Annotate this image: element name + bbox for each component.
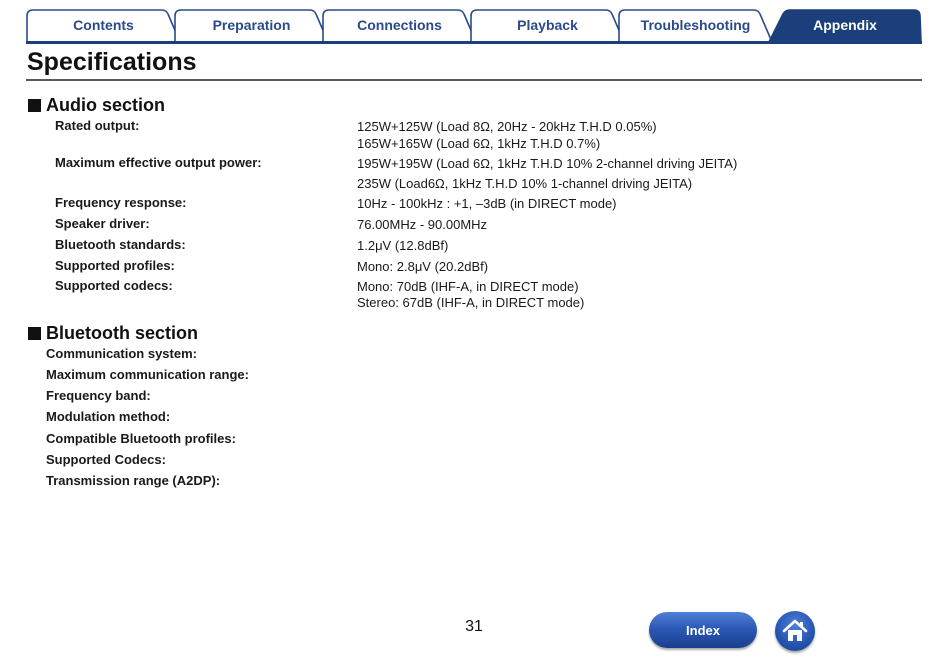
index-button[interactable] [649,612,757,648]
spec-value: 10Hz - 100kHz : +1, –3dB (in DIRECT mode) [357,196,617,211]
tab-label-appendix: Appendix [813,17,877,33]
spec-value: 235W (Load6Ω, 1kHz T.H.D 10% 1-channel driving JEITA) [357,176,693,191]
home-icon [782,618,808,644]
tab-label-connections: Connections [357,17,442,33]
page-title: Specifications [27,48,197,76]
tab-label-contents: Contents [73,17,134,33]
spec-value: 195W+195W (Load 6Ω, 1kHz T.H.D 10% 2-channel driving JEITA) [357,156,738,171]
tab-troubleshooting[interactable] [618,8,773,42]
bt-label-frequency-band: Frequency band: [46,388,151,403]
spec-value: 125W+125W (Load 8Ω, 20Hz - 20kHz T.H.D 0.05%) [357,119,657,134]
bt-label-profiles: Compatible Bluetooth profiles: [46,431,236,446]
audio-section-title: Audio section [46,95,166,115]
tab-underline [26,41,922,44]
bt-label-transmission-range: Transmission range (A2DP): [46,473,221,488]
index-button-label: Index [686,623,720,638]
tab-label-troubleshooting: Troubleshooting [640,17,751,33]
spec-label-bluetooth-standards: Bluetooth standards: [55,237,186,252]
spec-value: 165W+165W (Load 6Ω, 1kHz T.H.D 0.7%) [357,136,601,151]
bluetooth-section-heading [28,323,198,344]
spec-value: Mono: 2.8μV (20.2dBf) [357,259,489,274]
tab-connections[interactable] [322,8,477,42]
tab-bar [26,8,922,44]
tab-playback[interactable] [470,8,625,42]
bt-label-modulation: Modulation method: [46,409,171,424]
spec-label-max-output-power: Maximum effective output power: [55,155,262,170]
square-bullet-icon [28,99,41,112]
spec-value: Stereo: 67dB (IHF-A, in DIRECT mode) [357,295,585,310]
audio-section-heading [28,95,165,116]
spec-label-speaker-driver: Speaker driver: [55,216,150,231]
tab-label-preparation: Preparation [212,17,291,33]
spec-label-supported-codecs: Supported codecs: [55,278,173,293]
square-bullet-icon [28,327,41,340]
spec-value: 1.2μV (12.8dBf) [357,238,449,253]
spec-value: Mono: 70dB (IHF-A, in DIRECT mode) [357,279,579,294]
title-divider [26,79,922,81]
bt-label-communication-system: Communication system: [46,346,197,361]
spec-label-rated-output: Rated output: [55,118,140,133]
spec-label-frequency-response: Frequency response: [55,195,187,210]
tab-preparation[interactable] [174,8,329,42]
tab-appendix[interactable] [768,8,922,42]
spec-value: 76.00MHz - 90.00MHz [357,217,488,232]
bt-label-codecs: Supported Codecs: [46,452,166,467]
home-button[interactable] [775,611,815,651]
page-number: 31 [465,618,483,635]
bluetooth-section-title: Bluetooth section [46,323,198,343]
spec-label-supported-profiles: Supported profiles: [55,258,175,273]
bt-label-max-range: Maximum communication range: [46,367,249,382]
tab-label-playback: Playback [517,17,578,33]
tab-contents[interactable] [26,8,181,42]
